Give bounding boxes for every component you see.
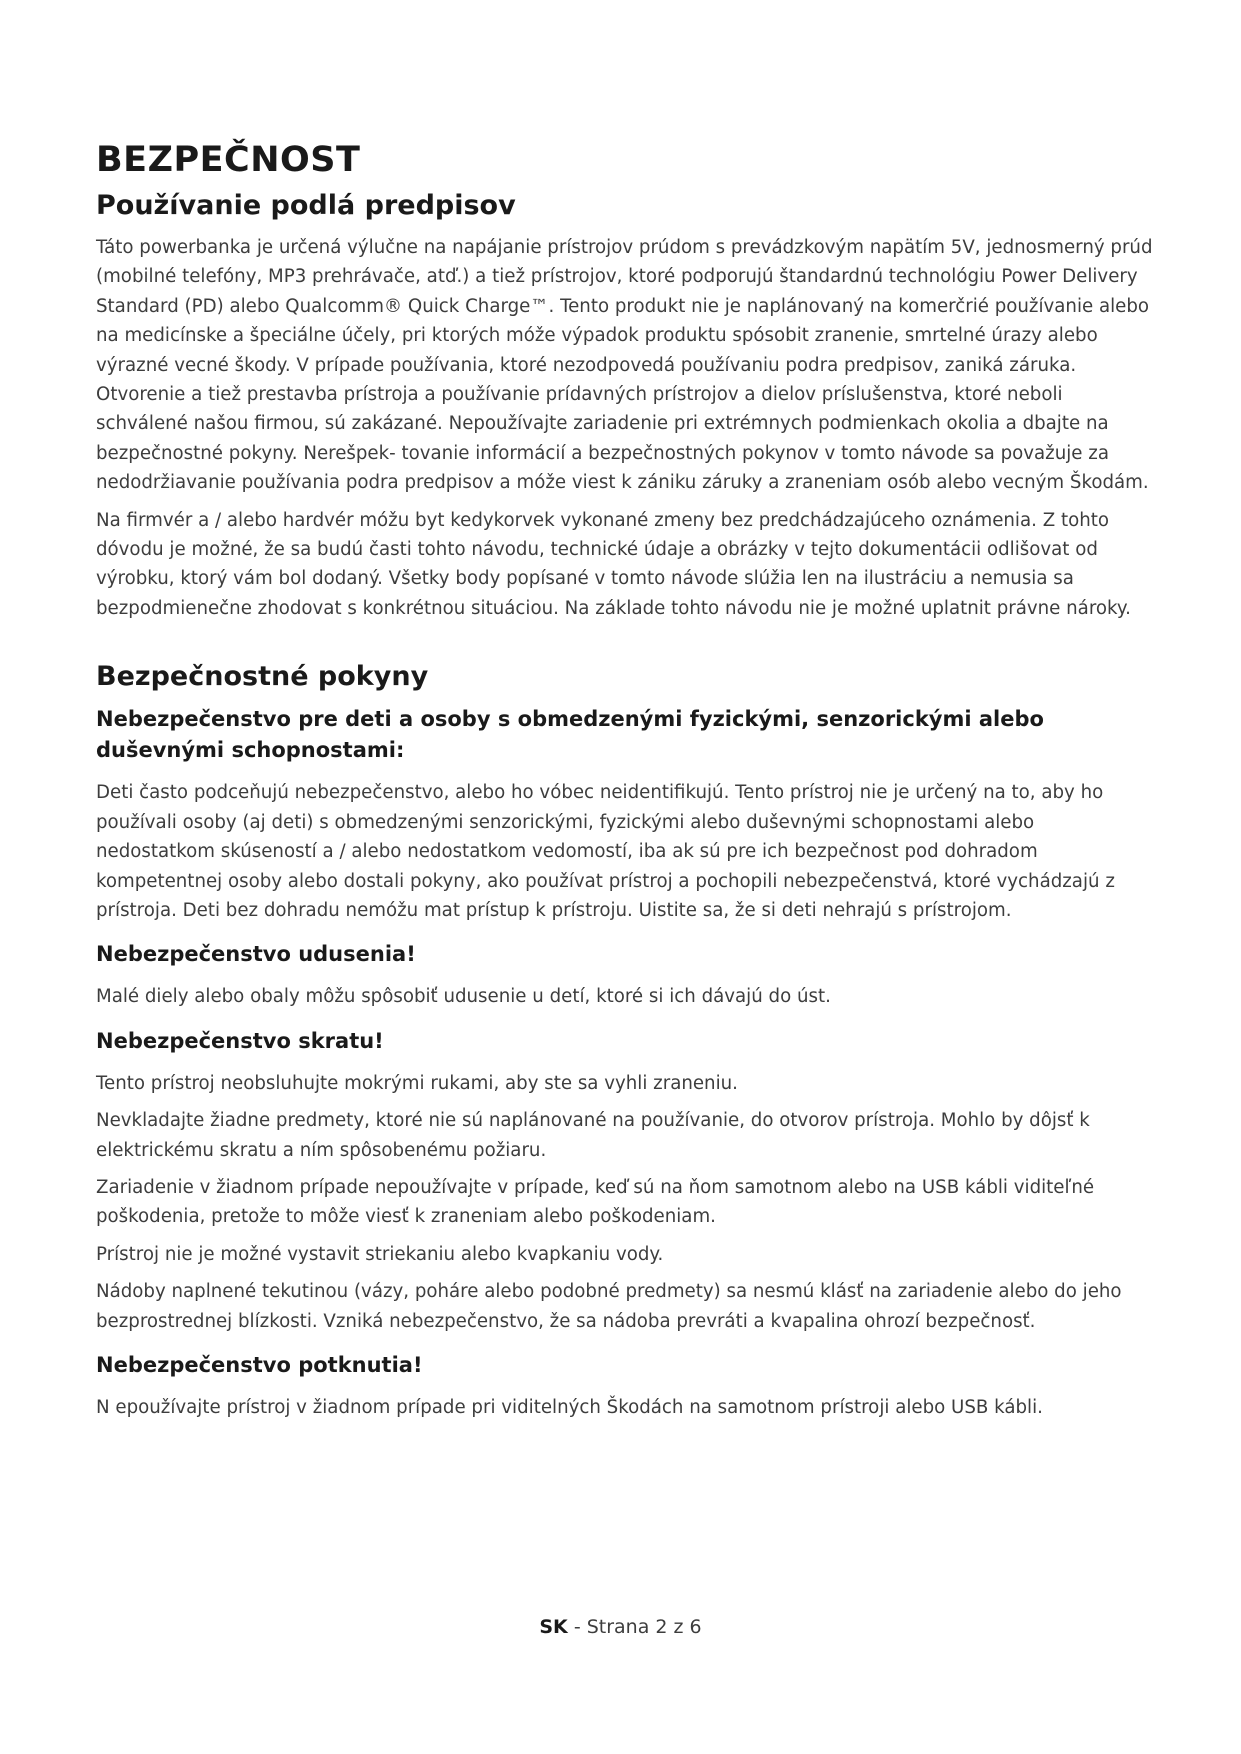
page-footer: [0, 1616, 1241, 1638]
usage-paragraph-1: Táto powerbanka je určená výlučne na napájanie prístrojov prúdom s prevádzkovým napätím 5V, jednosmerný prúd (mobilné telefóny, MP3 prehrávače, atď.) a tiež prístrojov, ktoré podporujú štandardnú technológiu Power Delivery Standard (PD) alebo Qualcomm® Quick Charge™. Tento produkt nie je naplánovaný na komerčrié používanie alebo na medicínske a špeciálne účely, pri ktorých móže výpadok produktu spósobit zranenie, smrtelné úrazy alebo výrazné vecné škody. V prípade používania, ktoré nezodpovedá používaniu podra predpisov, zaniká záruka. Otvorenie a tiež prestavba prístroja a používanie prídavných prístrojov a dielov príslušenstva, ktoré neboli schválené našou firmou, sú zakázané. Nepoužívajte zariadenie pri extrémnych podmienkach okolia a dbajte na bezpečnostné pokyny. Nerešpek- tovanie informácií a bezpečnostných pokynov v tomto návode sa považuje za nedodržiavanie používania podra predpisov a móže viest k zániku záruky a zraneniam osób alebo vecným Škodám.: [96, 237, 1153, 494]
short-circuit-heading: Nebezpečenstvo skratu!: [96, 1028, 384, 1053]
short-circuit-paragraph-4: Prístroj nie je možné vystavit striekaniu alebo kvapkaniu vody.: [96, 1243, 664, 1265]
children-danger-paragraph: Deti často podceňujú nebezpečenstvo, alebo ho vóbec neidentifikujú. Tento prístroj nie je určený na to, aby ho používali osoby (aj deti) s obmedzenými senzorickými, fyzickými alebo duševnými schopnostami alebo nedostatkom skúseností a / alebo nedostatkom vedomostí, iba ak sú pre ich bezpečnost pod dohradom kompetentnej osoby alebo dostali pokyny, ako používat prístroj a pochopili nebezpečenstvá, ktoré vychádzajú z prístroja. Deti bez dohradu nemóžu mat prístup k prístroju. Uistite sa, že si deti nehrajú s prístrojom.: [96, 782, 1115, 921]
suffocation-heading: Nebezpečenstvo udusenia!: [96, 942, 416, 967]
short-circuit-paragraph-2: Nevkladajte žiadne predmety, ktoré nie sú naplánované na používanie, do otvorov prístroja. Mohlo by dôjsť k elektrickému skratu a ním spôsobenému požiaru.: [96, 1110, 1090, 1161]
tripping-heading: Nebezpečenstvo potknutia!: [96, 1352, 423, 1377]
document-page: [96, 140, 1156, 1430]
children-danger-heading: Nebezpečenstvo pre deti a osoby s obmedzenými fyzickými, senzorickými alebo duševnými schopnostami:: [96, 707, 1044, 763]
usage-paragraph-2: Na firmvér a / alebo hardvér móžu byt kedykorvek vykonané zmeny bez predchádzajúceho oznámenia. Z tohto dóvodu je možné, že sa budú časti tohto návodu, technické údaje a obrázky v tejto dokumentácii odlišovat od výrobku, ktorý vám bol dodaný. Všetky body popísané v tomto návode slúžia len na ilustráciu a nemusia sa bezpodmienečne zhodovat s konkrétnou situáciou. Na základe tohto návodu nie je možné uplatnit právne nároky.: [96, 509, 1131, 619]
short-circuit-paragraph-1: Tento prístroj neobsluhujte mokrými rukami, aby ste sa vyhli zraneniu.: [96, 1072, 738, 1094]
page-title: BEZPEČNOST: [96, 140, 361, 180]
short-circuit-paragraph-3: Zariadenie v žiadnom prípade nepoužívajte v prípade, keď sú na ňom samotnom alebo na USB kábli viditeľné poškodenia, pretože to môže viesť k zraneniam alebo poškodeniam.: [96, 1176, 1095, 1228]
short-circuit-paragraph-5: Nádoby naplnené tekutinou (vázy, poháre alebo podobné predmety) sa nesmú klásť na zariadenie alebo do jeho bezprostrednej blízkosti. Vzniká nebezpečenstvo, že sa nádoba prevráti a kvapalina ohrozí bezpečnosť.: [96, 1281, 1122, 1332]
page-number: - Strana 2 z 6: [573, 1616, 702, 1638]
usage-heading: Používanie podlá predpisov: [96, 190, 516, 221]
tripping-paragraph: N epoužívajte prístroj v žiadnom prípade pri viditelných Škodách na samotnom prístroji alebo USB kábli.: [96, 1396, 1043, 1418]
safety-heading: Bezpečnostné pokyny: [96, 661, 429, 693]
language-code: SK: [539, 1616, 568, 1638]
suffocation-paragraph: Malé diely alebo obaly môžu spôsobiť udusenie u detí, ktoré si ich dávajú do úst.: [96, 986, 831, 1008]
